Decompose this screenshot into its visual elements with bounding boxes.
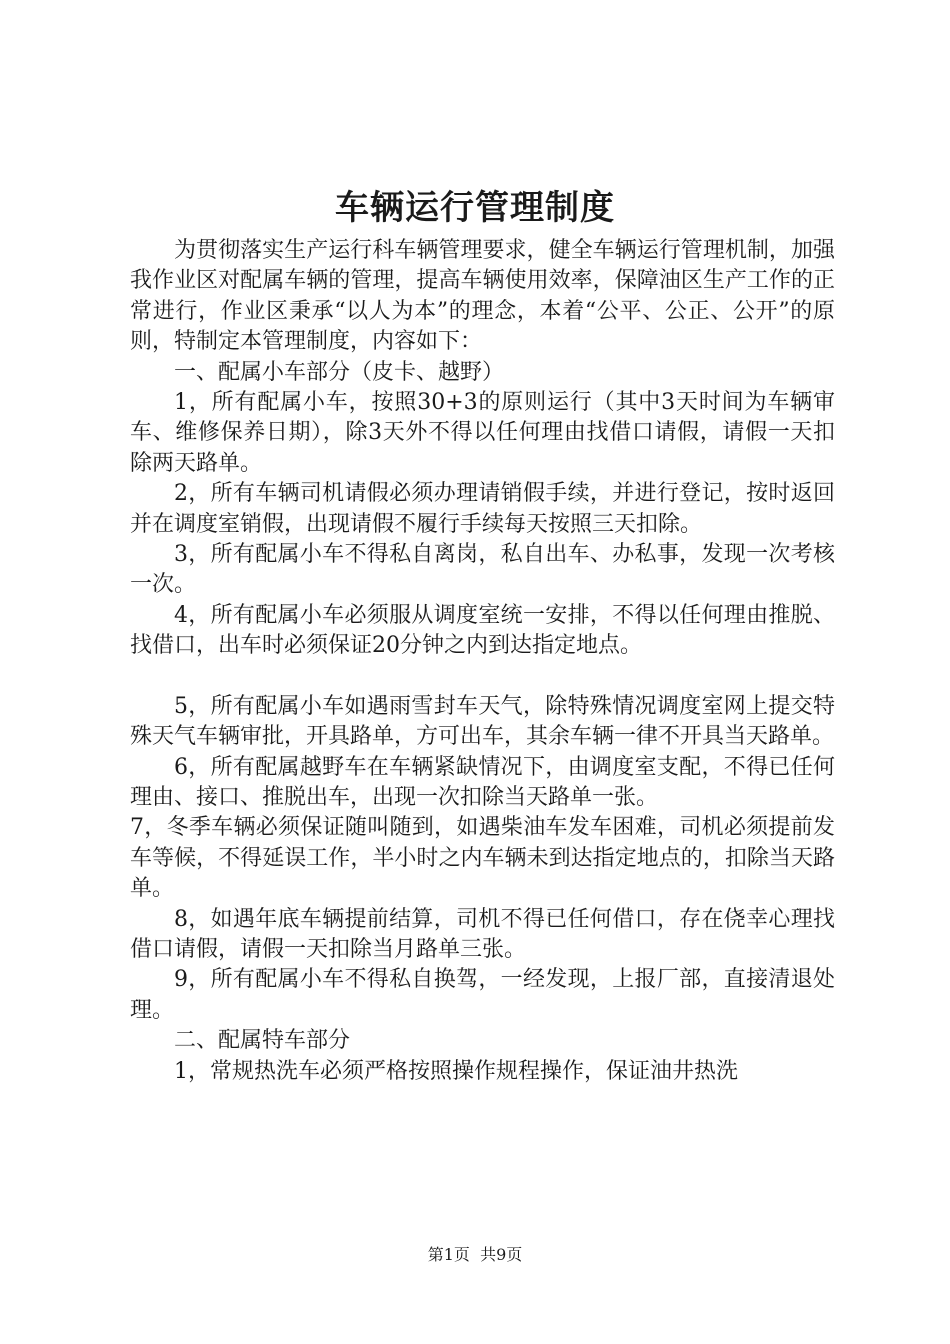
rule-paragraph: 8，如遇年底车辆提前结算，司机不得已任何借口，存在侥幸心理找借口请假，请假一天扣除当月路单三张。: [130, 906, 835, 962]
rule-paragraph: 4，所有配属小车必须服从调度室统一安排，不得以任何理由推脱、找借口，出车时必须保证20分钟之内到达指定地点。: [130, 602, 835, 659]
rule-paragraph: 9，所有配属小车不得私自换驾，一经发现，上报厂部，直接清退处理。: [130, 967, 835, 1023]
page-total: 共9页: [480, 1245, 523, 1264]
rule-paragraph: 2，所有车辆司机请假必须办理请销假手续，并进行登记，按时返回并在调度室销假，出现请假不履行手续每天按照三天扣除。: [130, 481, 835, 537]
rule-paragraph: 6，所有配属越野车在车辆紧缺情况下，由调度室支配，不得已任何理由、接口、推脱出车，出现一次扣除当天路单一张。: [130, 754, 835, 810]
document-body: [130, 236, 835, 1087]
rule-paragraph: 1，常规热洗车必须严格按照操作规程操作，保证油井热洗: [174, 1058, 738, 1084]
section-heading-special-vehicles: 二、配属特车部分: [174, 1028, 351, 1054]
rule-paragraph: 1，所有配属小车，按照30+3的原则运行（其中3天时间为车辆审车、维修保养日期），除3天外不得以任何理由找借口请假，请假一天扣除两天路单。: [130, 390, 835, 476]
section-heading-small-vehicles: 一、配属小车部分（皮卡、越野）: [174, 359, 505, 385]
rule-paragraph: 5，所有配属小车如遇雨雪封车天气，除特殊情况调度室网上提交特殊天气车辆审批，开具路单，方可出车，其余车辆一律不开具当天路单。: [130, 693, 835, 750]
rule-paragraph: 7，冬季车辆必须保证随叫随到，如遇柴油车发车困难，司机必须提前发车等候，不得延误工作，半小时之内车辆未到达指定地点的，扣除当天路单。: [130, 815, 835, 902]
document-title: 车辆运行管理制度: [335, 188, 615, 228]
intro-paragraph: 为贯彻落实生产运行科车辆管理要求，健全车辆运行管理机制，加强我作业区对配属车辆的管理，提高车辆使用效率，保障油区生产工作的正常进行，作业区秉承“以人为本”的理念，本着“公平、公正、公开”的原则，特制定本管理制度，内容如下：: [130, 238, 835, 355]
rule-paragraph: 3，所有配属小车不得私自离岗，私自出车、办私事，发现一次考核一次。: [130, 542, 835, 598]
page-footer: [0, 1244, 950, 1266]
page-number: 第1页: [427, 1245, 470, 1264]
